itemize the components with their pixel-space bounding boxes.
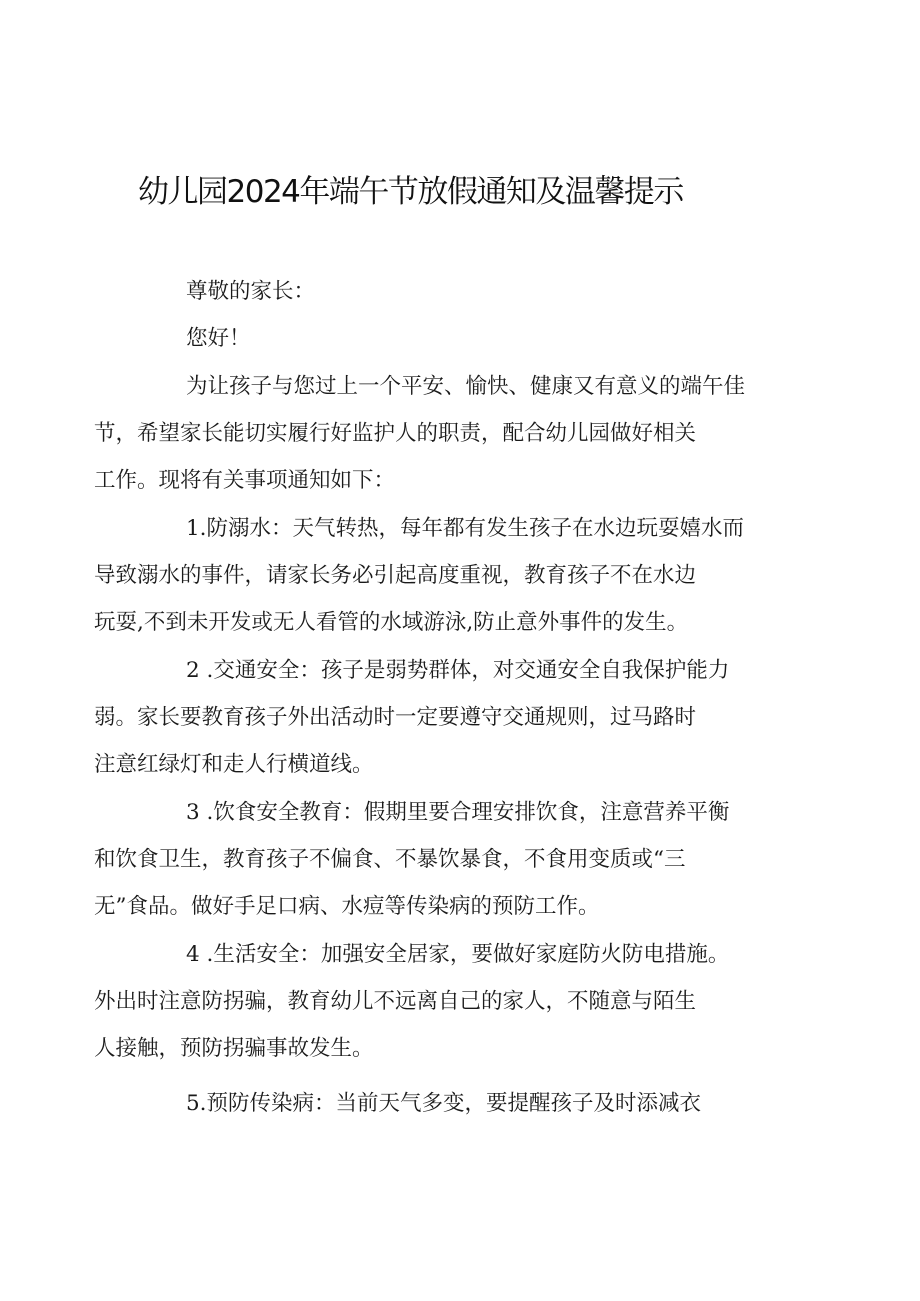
item-line: 和饮食卫生，教育孩子不偏食、不暴饮暴食，不食用变质或“三 (94, 847, 686, 872)
intro-line: 节，希望家长能切实履行好监护人的职责，配合幼儿园做好相关 (94, 421, 697, 446)
item-line: 1.防溺水：天气转热，每年都有发生孩子在水边玩耍嬉水而 (186, 516, 745, 541)
item-line: 2 .交通安全：孩子是弱势群体，对交通安全自我保护能力 (186, 658, 730, 683)
intro-paragraph (94, 363, 790, 504)
notice-item-food-safety (94, 789, 790, 930)
intro-line: 为让孩子与您过上一个平安、愉快、健康又有意义的端午佳 (186, 374, 746, 399)
intro-line: 工作。现将有关事项通知如下： (94, 468, 396, 493)
salutation (140, 315, 790, 362)
item-line: 注意红绿灯和走人行横道线。 (94, 752, 374, 777)
greeting-text: 尊敬的家长： (186, 279, 316, 304)
salutation-text: 您好！ (186, 326, 251, 351)
item-line: 玩耍,不到未开发或无人看管的水域游泳,防止意外事件的发生。 (94, 610, 689, 635)
notice-item-traffic (94, 647, 790, 788)
item-line: 3 .饮食安全教育：假期里要合理安排饮食，注意营养平衡 (186, 800, 730, 825)
notice-item-life-safety (94, 931, 790, 1072)
item-line: 5.预防传染病：当前天气多变，要提醒孩子及时添减衣 (186, 1091, 702, 1116)
document-body (94, 268, 790, 1127)
item-line: 导致溺水的事件，请家长务必引起高度重视，教育孩子不在水边 (94, 563, 697, 588)
notice-item-infectious-disease (140, 1080, 790, 1127)
greeting (140, 268, 790, 315)
notice-item-drowning (94, 505, 790, 646)
item-line: 无”食品。做好手足口病、水痘等传染病的预防工作。 (94, 894, 600, 919)
document-title: 幼儿园2024年端午节放假通知及温馨提示 (138, 174, 683, 210)
item-line: 弱。家长要教育孩子外出活动时一定要遵守交通规则，过马路时 (94, 705, 697, 730)
item-line: 外出时注意防拐骗，教育幼儿不远离自己的家人，不随意与陌生 (94, 989, 697, 1014)
item-line: 4 .生活安全：加强安全居家，要做好家庭防火防电措施。 (186, 942, 730, 967)
item-line: 人接触，预防拐骗事故发生。 (94, 1036, 374, 1061)
